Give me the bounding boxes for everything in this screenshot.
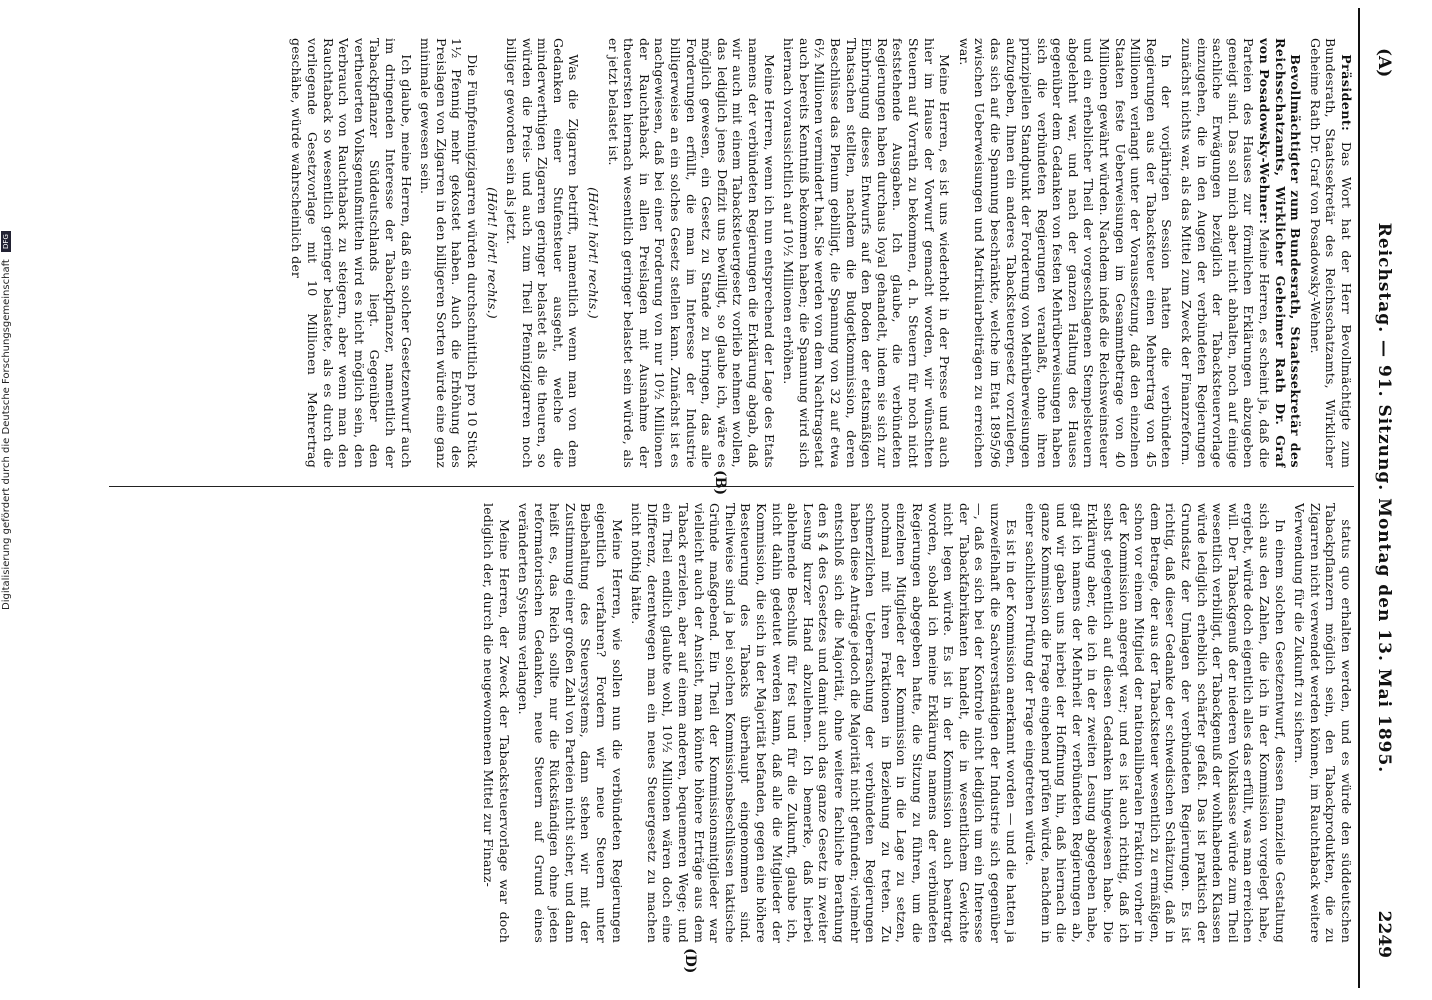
paragraph xyxy=(956,38,1174,468)
paragraph xyxy=(480,503,511,943)
rotated-scan-page xyxy=(88,8,1418,988)
paragraph-text: Was die Zigarren betrifft, namentlich wenn man von dem Gedanken einer Stufensteuer ausgeht, welche die minderwerthigen Zigarren geringer belastet als die theuren, so würden die Preis- und auch zum Theil Pfennigzigarren noch billiger geworden sein als jetzt. xyxy=(504,38,582,468)
margin-marker-a: (A) xyxy=(1374,48,1394,78)
paragraph xyxy=(418,38,480,468)
paragraph xyxy=(516,503,625,943)
paragraph xyxy=(605,38,777,468)
paragraph-text: In einem solchen Gesetzentwurf, dessen finanzielle Gestaltung sich aus den Zahlen, die ich in der Kommission vorgelegt habe, ergiebt, würde doch eigentlich alles das erfüllt, was man erreichen will. Der Tabackgenuß der niederen Volksklasse würde zum Theil wesentlich verbilligt, der Tabackgenuß der wohlhabenden Klassen würde lediglich erheblich schärfer gefaßt. Das ist praktisch der Grundsatz der Umlagen der verbündeten Regierungen. Es ist richtig, daß dieser Gedanke der schwedischen Schätzung, daß in dem Betrage, der aus der Tabacksteuer wesentlich zu ermäßigen, schon vor einem Mitglied der nationalliberalen Fraktion vorher in der Kommission angeregt war; und es ist auch richtig, daß ich selbst gelegentlich auf diesen Gedanken hingewiesen habe. Die Erklärung aber, die ich in der zweiten Lesung abgegeben habe, galt ich namens der Mehrheit der verbündeten Regierungen ab, und wir gaben uns hierbei der Hoffnung hin, daß hiernach die ganze Kommission die Frage eingehend prüfen würde, nachdem in einer sachlichen Prüfung der Frage eingetreten würde. xyxy=(1023,503,1288,943)
paragraph-text: (Hört! hört! rechts.) xyxy=(586,187,602,319)
paragraph-text: In der vorjährigen Session hatten die verbündeten Regierungen aus der Tabacksteuer einen Mehrertrag von 45 Millionen verlangt unter der Voraussetzung, daß den einzelnen Staaten feste Ueberweisungen im Gesammtbetrage von 40 Millionen gewährt würden. Nachdem indeß die Reichsweinsteuer und ein erheblicher Theil der vorgeschlagenen Stempelsteuern abgelehnt war, und nach der ganzen Haltung des Hauses gegenüber dem Gedanken von festen Mehrüberweisungen haben sich die verbündeten Regierungen veranlaßt, ohne ihren prinzipiellen Standpunkt der Forderung von Mehrüberweisungen aufzugeben, Ihnen ein anderes Tabacksteuergesetz vorzulegen, das sich auf die Spannung beschränkte, welche im Etat 1895/96 zwischen Ueberweisungen und Matrikularbeiträgen zu erreichen war. xyxy=(956,38,1175,468)
page-number: 2249 xyxy=(1374,910,1394,958)
digitization-credit xyxy=(1,231,12,610)
paragraph xyxy=(1307,38,1354,468)
speaker-lead: Bevollmächtigter zum Bundesrath, Staatssekretär des Reichsschatzamts, Wirklicher Geheimer Rath Dr. Graf von Posadowsky-Wehner: xyxy=(1257,38,1304,468)
right-column xyxy=(104,503,1354,943)
paragraph-text: status quo erhalten werden, und es würde den süddeutschen Tabackpflanzern möglich sein, den Tabackprodukten, die zu Zigarren nicht verwendet werden können, im Rauchtaback weitere Verwendung für die Zukunft zu sichern. xyxy=(1292,503,1354,943)
paragraph-text: Es ist in der Kommission anerkannt worden — und die hatten ja unzweifelhaft die Sachverständigen der Industrie sich gegenüber —, daß es sich bei der Kontrole nicht lediglich um ein Interesse der Tabackfabrikanten handelt, die in wesentlichem Gewichte nicht legen würde. Es ist in der Kommission auch beantragt worden, sobald ich meine Erklärung namens der verbündeten Regierungen abgegeben hatte, die Sitzung zu führen, um die einzelnen Mitglieder der Kommission in die Lage zu setzen, nochmal mit ihren Fraktionen in Beziehung zu treten. Zu schmerzlichen Ueberraschung der verbündeten Regierungen haben diese Anträge jedoch die Majorität nicht gefunden; vielmehr entschloß sich die Majorität, ohne weitere fachliche Berathung den § 4 des Gesetzes und damit auch das ganze Gesetz in zweiter Lesung kurzer Hand abzulehnen. Ich bemerke, daß hierbei ablehnende Beschluß für fest und für die Zukunft, glaube ich, nicht dahin gedeutet werden kann, daß alle die Mitglieder der Kommission, die sich in der Majorität befanden, gegen eine höhere Besteuerung des Tabacks überhaupt eingenommen sind. Theilweise sind ja bei solchen Kommissionsbeschlüssen taktische Gründe maßgebend. Ein Theil der Kommissionsmitglieder war vielleicht auch der Ansicht, man könnte höhere Erträge aus dem Taback erzielen, aber auf einem anderen, bequemeren Wege; und ein Theil endlich glaubte wohl, 10½ Millionen wären doch eine Differenz, derentwegen man ein neues Steuergesetz zu machen nicht nöthig hätte. xyxy=(629,503,1019,943)
paragraph xyxy=(289,38,414,468)
paragraph-text: Meine Herren, der Zweck der Tabacksteuervorlage war doch lediglich der, durch die neugewonnenen Mittel zur Finanz- xyxy=(480,503,512,943)
paragraph xyxy=(484,38,500,468)
paragraph-text: Das Wort hat der Herr Bevollmächtigte zum Bundesrath, Staatssekretär des Reichsschatzamts, Wirklicher Geheime Rath Dr. Graf von Posadowsky-Wehner. xyxy=(1307,38,1354,468)
page-header xyxy=(1358,8,1400,988)
running-title: Reichstag. — 91. Sitzung. Montag den 13. Mai 1895. xyxy=(1374,222,1394,774)
paragraph-text: Meine Herren, wenn ich nun entsprechend der Lage des Etats namens der verbündeten Regierungen die Erklärung abgab, daß wir auch mit einem Tabacksteuergesetz vorlieb nehmen wollen, das lediglich jenes Defizit uns bewilligt, so glaube ich, wäre es möglich gewesen, ein Gesetz zu Stande zu bringen, das alle Forderungen erfüllt, die man im Interesse der Industrie billigerweise an ein solches Gesetz stellen kann. Zunächst ist es nachgewiesen, daß bei einer Forderung von nur 10½ Millionen der Rauchtaback in allen Preislagen mit Ausnahme der theuersten hiernach wesentlich geringer belastet sein würde, als er jetzt belastet ist. xyxy=(605,38,777,468)
paragraph-text: Die Fünfpfennigzigarren würden durchschnittlich pro 10 Stück 1½ Pfennig mehr gekostet haben. Auch die Erhöhung des Preislagen von Zigarren in den billigeren Sorten würde eine ganz minimale gewesen sein. xyxy=(418,38,480,468)
paragraph xyxy=(1178,38,1303,468)
paragraph-text: Meine Herren, wie sollen nun die verbündeten Regierungen eigentlich verfahren? Fordern wir neue Steuern unter Beibehaltung des Steuersystems, dann stehen wir mit der Zustimmung einer großen Zahl von Parteien nicht sicher, und dann heißt es, das Reich sollte nur die Rückständigen ohne jeden reformatorischen Gedanken, neue Steuern auf Grund eines veränderten Systems verlangen. xyxy=(516,503,625,943)
paragraph xyxy=(586,38,602,468)
margin-marker-b: (B) xyxy=(712,470,728,496)
paragraph xyxy=(1023,503,1288,943)
dfg-logo: DFG xyxy=(1,231,11,252)
left-column xyxy=(104,38,1354,468)
paragraph-text: Meine Herren, es ist uns wiederholt in der Presse und auch hier im Hause der Vorwurf gemacht worden, wir wünschten Steuern auf Vorrath zu bekommen, d. h. Steuern für noch nicht feststehende Ausgaben. Ich glaube, die verbündeten Regierungen haben durchaus loyal gehandelt, indem sie sich zur Einbringung dieses Entwurfs auf den Boden der etatsmäßigen Thatsachen stellten, nachdem die Budgetkommission, deren Beschlüsse das Plenum gebilligt, die Spannung von 32 auf etwa 6½ Millionen vermindert hat. Sie werden von dem Nachtragsetat auch bereits Kenntniß bekommen haben; die Spannung wird sich hiernach voraussichtlich auf 10½ Millionen erhöhen. xyxy=(781,38,953,468)
paragraph xyxy=(504,38,582,468)
paragraph-text: (Hört! hört! rechts.) xyxy=(484,187,500,319)
paragraph-text: Meine Herren, es scheint ja, daß die Parteien des Hauses zur förmlichen Erklärungen abzugeben geneigt sind. Das soll mich aber nicht abhalten, noch auf einige sachliche Erwägungen bezüglich der Tabacksteuervorlage einzugehen, die in den Augen der verbündeten Regierungen zunächst nichts war, als das Mittel zum Zweck der Finanzreform. xyxy=(1179,38,1273,468)
margin-marker-d: (D) xyxy=(682,948,698,974)
paragraph xyxy=(781,38,953,468)
paragraph-text: Ich glaube, meine Herren, daß ein solcher Gesetzentwurf auch im dringenden Interesse der Tabackpflanzer, namentlich der Tabackpflanzer Süddeutschlands liegt. Gegenüber den vertheuerten Volksgenußmitteln wird es nicht möglich sein, den Verbrauch von Rauchtaback zu steigern, aber wenn man den Rauchtaback so wesentlich geringer belastete, als es durch die vorliegende Gesetzvorlage mit 10 Millionen Mehrertrag geschähe, würde wahrscheinlich der xyxy=(289,38,414,468)
paragraph xyxy=(629,503,1019,943)
credit-text: Digitalisierung gefördert durch die Deutsche Forschungsgemeinschaft xyxy=(1,259,12,610)
paragraph xyxy=(1292,503,1354,943)
column-divider xyxy=(109,486,1354,487)
speaker-lead: Präsident: xyxy=(1339,54,1354,132)
